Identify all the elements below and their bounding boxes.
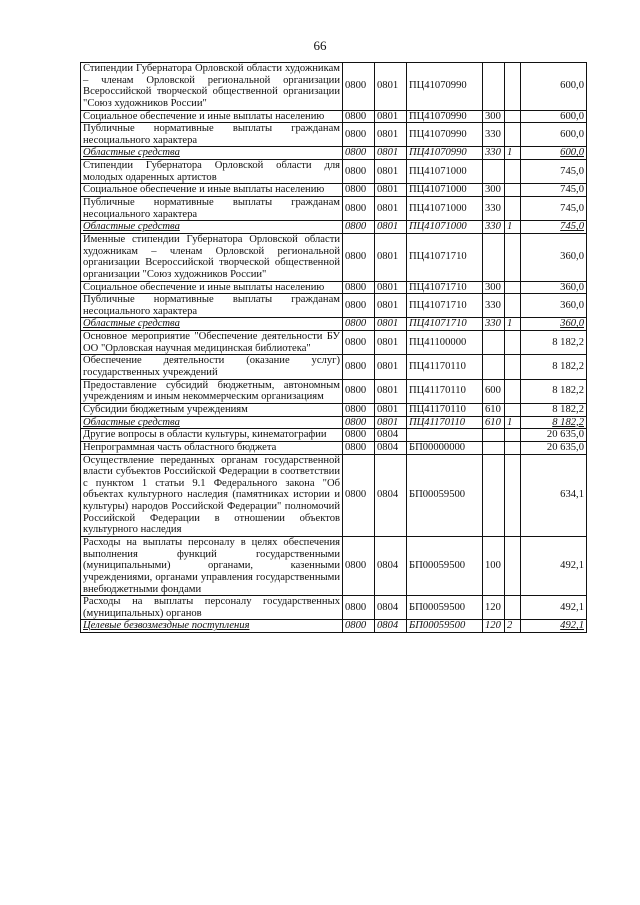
- target-article-code: ПЦ41071000: [407, 197, 483, 221]
- table-row: [81, 197, 587, 221]
- subsection-code: 0801: [375, 160, 407, 184]
- funding-source-code: [505, 233, 521, 281]
- table-row: [81, 620, 587, 633]
- target-article-code: БП00059500: [407, 454, 483, 536]
- item-name: Осуществление переданных органам государственной власти субъектов Российской Федерации в соответствии с пунктом 1 статьи 9.1 Федерального закона "Об объектах культурного наследия (памятниках истории и культуры) народов Российской Федерации" полномочий Российской Федерации в отношении объектов культурного наследия: [81, 454, 343, 536]
- funding-source-code: [505, 536, 521, 595]
- section-code: 0800: [343, 441, 375, 454]
- section-code: 0800: [343, 221, 375, 234]
- target-article-code: ПЦ41170110: [407, 416, 483, 429]
- expense-type-code: 300: [483, 281, 505, 294]
- section-code: 0800: [343, 233, 375, 281]
- section-code: 0800: [343, 63, 375, 111]
- target-article-code: БП00000000: [407, 441, 483, 454]
- amount-value: 492,1: [521, 620, 587, 633]
- target-article-code: ПЦ41070990: [407, 110, 483, 123]
- table-row: [81, 355, 587, 379]
- amount-value: 360,0: [521, 281, 587, 294]
- funding-source-code: [505, 454, 521, 536]
- amount-value: 745,0: [521, 221, 587, 234]
- page-number: 66: [313, 38, 327, 53]
- section-code: 0800: [343, 536, 375, 595]
- section-code: 0800: [343, 160, 375, 184]
- funding-source-code: 1: [505, 318, 521, 331]
- amount-value: 634,1: [521, 454, 587, 536]
- section-code: 0800: [343, 331, 375, 355]
- expense-type-code: [483, 355, 505, 379]
- target-article-code: БП00059500: [407, 536, 483, 595]
- section-code: 0800: [343, 123, 375, 147]
- expense-type-code: [483, 454, 505, 536]
- item-name: Именные стипендии Губернатора Орловской области художникам – членам Орловской региональной организации Всероссийской творческой общественной организации "Союз художников России": [81, 233, 343, 281]
- target-article-code: ПЦ41070990: [407, 147, 483, 160]
- section-code: 0800: [343, 184, 375, 197]
- subsection-code: 0801: [375, 294, 407, 318]
- amount-value: 600,0: [521, 110, 587, 123]
- subsection-code: 0801: [375, 379, 407, 403]
- expense-type-code: [483, 233, 505, 281]
- subsection-code: 0801: [375, 416, 407, 429]
- item-name: Субсидии бюджетным учреждениям: [81, 403, 343, 416]
- target-article-code: ПЦ41071000: [407, 184, 483, 197]
- subsection-code: 0801: [375, 221, 407, 234]
- subsection-code: 0801: [375, 110, 407, 123]
- funding-source-code: [505, 294, 521, 318]
- funding-source-code: [505, 355, 521, 379]
- item-name: Расходы на выплаты персоналу государственных (муниципальных) органов: [81, 596, 343, 620]
- subsection-code: 0801: [375, 63, 407, 111]
- section-code: 0800: [343, 403, 375, 416]
- amount-value: 8 182,2: [521, 355, 587, 379]
- funding-source-code: 2: [505, 620, 521, 633]
- amount-value: 20 635,0: [521, 441, 587, 454]
- section-code: 0800: [343, 416, 375, 429]
- funding-source-code: [505, 441, 521, 454]
- subsection-code: 0801: [375, 147, 407, 160]
- item-name: Непрограммная часть областного бюджета: [81, 441, 343, 454]
- amount-value: 745,0: [521, 197, 587, 221]
- subsection-code: 0801: [375, 403, 407, 416]
- table-row: [81, 233, 587, 281]
- amount-value: 360,0: [521, 294, 587, 318]
- amount-value: 745,0: [521, 184, 587, 197]
- expense-type-code: [483, 63, 505, 111]
- expense-type-code: 120: [483, 620, 505, 633]
- target-article-code: ПЦ41070990: [407, 63, 483, 111]
- item-name: Социальное обеспечение и иные выплаты населению: [81, 110, 343, 123]
- table-row: [81, 596, 587, 620]
- expense-type-code: 330: [483, 147, 505, 160]
- section-code: 0800: [343, 596, 375, 620]
- subsection-code: 0801: [375, 331, 407, 355]
- subsection-code: 0801: [375, 318, 407, 331]
- item-name: Областные средства: [81, 147, 343, 160]
- subsection-code: 0801: [375, 123, 407, 147]
- table-row: [81, 63, 587, 111]
- section-code: 0800: [343, 620, 375, 633]
- expense-type-code: 330: [483, 294, 505, 318]
- target-article-code: ПЦ41170110: [407, 379, 483, 403]
- funding-source-code: [505, 403, 521, 416]
- item-name: Публичные нормативные выплаты гражданам несоциального характера: [81, 197, 343, 221]
- table-row: [81, 160, 587, 184]
- funding-source-code: [505, 110, 521, 123]
- funding-source-code: 1: [505, 221, 521, 234]
- target-article-code: ПЦ41071710: [407, 318, 483, 331]
- amount-value: 492,1: [521, 596, 587, 620]
- section-code: 0800: [343, 281, 375, 294]
- amount-value: 20 635,0: [521, 429, 587, 442]
- expense-type-code: [483, 160, 505, 184]
- table-row: [81, 331, 587, 355]
- funding-source-code: 1: [505, 416, 521, 429]
- subsection-code: 0801: [375, 355, 407, 379]
- item-name: Социальное обеспечение и иные выплаты населению: [81, 184, 343, 197]
- target-article-code: ПЦ41071000: [407, 221, 483, 234]
- amount-value: 8 182,2: [521, 416, 587, 429]
- section-code: 0800: [343, 147, 375, 160]
- section-code: 0800: [343, 454, 375, 536]
- item-name: Стипендии Губернатора Орловской области художникам – членам Орловской региональной организации Всероссийской творческой общественной организации "Союз художников России": [81, 63, 343, 111]
- item-name: Областные средства: [81, 416, 343, 429]
- target-article-code: ПЦ41070990: [407, 123, 483, 147]
- target-article-code: БП00059500: [407, 620, 483, 633]
- section-code: 0800: [343, 429, 375, 442]
- amount-value: 8 182,2: [521, 379, 587, 403]
- expense-type-code: [483, 331, 505, 355]
- target-article-code: ПЦ41071710: [407, 294, 483, 318]
- expense-type-code: 300: [483, 110, 505, 123]
- funding-source-code: [505, 596, 521, 620]
- funding-source-code: [505, 184, 521, 197]
- expense-type-code: 330: [483, 318, 505, 331]
- target-article-code: ПЦ41071710: [407, 233, 483, 281]
- table-row: [81, 318, 587, 331]
- expense-type-code: 100: [483, 536, 505, 595]
- target-article-code: ПЦ41100000: [407, 331, 483, 355]
- expense-type-code: 330: [483, 197, 505, 221]
- funding-source-code: [505, 379, 521, 403]
- target-article-code: ПЦ41170110: [407, 355, 483, 379]
- expense-type-code: 120: [483, 596, 505, 620]
- expense-type-code: [483, 429, 505, 442]
- budget-table-body: [81, 63, 587, 633]
- funding-source-code: [505, 123, 521, 147]
- table-row: [81, 403, 587, 416]
- subsection-code: 0801: [375, 184, 407, 197]
- target-article-code: ПЦ41170110: [407, 403, 483, 416]
- subsection-code: 0804: [375, 429, 407, 442]
- item-name: Публичные нормативные выплаты гражданам несоциального характера: [81, 294, 343, 318]
- table-row: [81, 281, 587, 294]
- item-name: Целевые безвозмездные поступления: [81, 620, 343, 633]
- table-row: [81, 184, 587, 197]
- funding-source-code: [505, 63, 521, 111]
- item-name: Публичные нормативные выплаты гражданам несоциального характера: [81, 123, 343, 147]
- item-name: Другие вопросы в области культуры, кинематографии: [81, 429, 343, 442]
- subsection-code: 0804: [375, 441, 407, 454]
- target-article-code: БП00059500: [407, 596, 483, 620]
- expense-type-code: 330: [483, 221, 505, 234]
- table-row: [81, 454, 587, 536]
- subsection-code: 0801: [375, 197, 407, 221]
- table-row: [81, 110, 587, 123]
- funding-source-code: [505, 197, 521, 221]
- section-code: 0800: [343, 379, 375, 403]
- expense-type-code: [483, 441, 505, 454]
- target-article-code: [407, 429, 483, 442]
- item-name: Основное мероприятие "Обеспечение деятельности БУ ОО "Орловская научная медицинская библиотека": [81, 331, 343, 355]
- target-article-code: ПЦ41071000: [407, 160, 483, 184]
- subsection-code: 0801: [375, 233, 407, 281]
- amount-value: 745,0: [521, 160, 587, 184]
- amount-value: 360,0: [521, 318, 587, 331]
- item-name: Социальное обеспечение и иные выплаты населению: [81, 281, 343, 294]
- table-row: [81, 294, 587, 318]
- amount-value: 600,0: [521, 147, 587, 160]
- item-name: Областные средства: [81, 318, 343, 331]
- item-name: Расходы на выплаты персоналу в целях обеспечения выполнения функций государственными (муниципальными) органами, казенными учреждениями, органами управления государственными внебюджетными фондами: [81, 536, 343, 595]
- expense-type-code: 610: [483, 403, 505, 416]
- subsection-code: 0804: [375, 620, 407, 633]
- target-article-code: ПЦ41071710: [407, 281, 483, 294]
- amount-value: 600,0: [521, 123, 587, 147]
- amount-value: 492,1: [521, 536, 587, 595]
- table-row: [81, 379, 587, 403]
- subsection-code: 0804: [375, 596, 407, 620]
- section-code: 0800: [343, 318, 375, 331]
- amount-value: 600,0: [521, 63, 587, 111]
- item-name: Обеспечение деятельности (оказание услуг) государственных учреждений: [81, 355, 343, 379]
- amount-value: 360,0: [521, 233, 587, 281]
- section-code: 0800: [343, 355, 375, 379]
- item-name: Областные средства: [81, 221, 343, 234]
- item-name: Предоставление субсидий бюджетным, автономным учреждениям и иным некоммерческим организациям: [81, 379, 343, 403]
- funding-source-code: [505, 429, 521, 442]
- funding-source-code: [505, 160, 521, 184]
- table-row: [81, 429, 587, 442]
- funding-source-code: 1: [505, 147, 521, 160]
- table-row: [81, 536, 587, 595]
- budget-table: [80, 62, 587, 633]
- section-code: 0800: [343, 197, 375, 221]
- expense-type-code: 300: [483, 184, 505, 197]
- table-row: [81, 221, 587, 234]
- subsection-code: 0804: [375, 454, 407, 536]
- amount-value: 8 182,2: [521, 403, 587, 416]
- amount-value: 8 182,2: [521, 331, 587, 355]
- table-row: [81, 441, 587, 454]
- funding-source-code: [505, 331, 521, 355]
- table-row: [81, 416, 587, 429]
- table-row: [81, 123, 587, 147]
- item-name: Стипендии Губернатора Орловской области для молодых одаренных артистов: [81, 160, 343, 184]
- table-row: [81, 147, 587, 160]
- funding-source-code: [505, 281, 521, 294]
- subsection-code: 0804: [375, 536, 407, 595]
- subsection-code: 0801: [375, 281, 407, 294]
- section-code: 0800: [343, 110, 375, 123]
- expense-type-code: 610: [483, 416, 505, 429]
- expense-type-code: 600: [483, 379, 505, 403]
- expense-type-code: 330: [483, 123, 505, 147]
- section-code: 0800: [343, 294, 375, 318]
